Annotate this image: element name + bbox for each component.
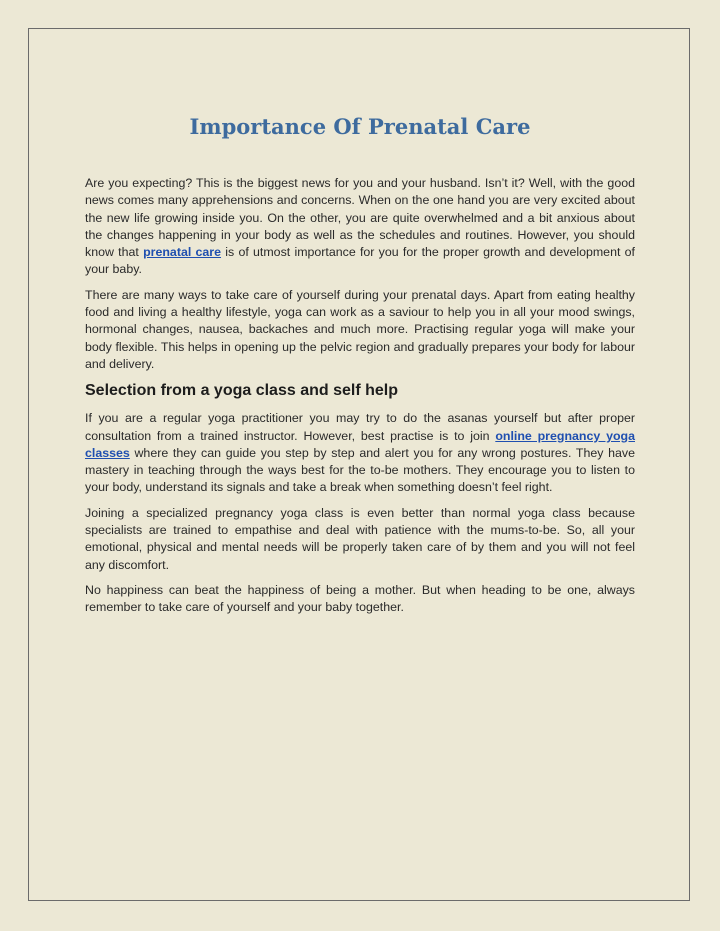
document-title: Importance Of Prenatal Care [189,114,531,139]
paragraph-intro-text-end: is of utmost importance for you for the proper growth and development of your baby. [85,245,635,277]
prenatal-care-link[interactable]: prenatal care [143,245,222,260]
paragraph-intro [85,175,635,279]
online-yoga-classes-link[interactable]: online pregnancy yoga classes [85,428,635,460]
document-body [85,175,635,625]
paragraph-specialized-class: Joining a specialized pregnancy yoga class is even better than normal yoga class because specialists are trained to empathise and deal with patience with the mums-to-be. So, all your emotional, physical and mental needs will be properly taken care of by them and you will not feel any discomfort. [85,505,635,572]
section-heading: Selection from a yoga class and self help [85,382,398,400]
paragraph-intro-text: Are you expecting? This is the biggest news for you and your husband. Isn’t it? Well, with the good news comes many apprehensions and concerns. When on the one hand you are very excited about the new life growing inside you. On the other, you are quite overwhelmed and a bit anxious about the changes happening in your body as well as the schedules and routines. However, you should know that [85,176,635,260]
paragraph-self-help-text: If you are a regular yoga practitioner you may try to do the asanas yourself but after proper consultation from a trained instructor. However, best practise is to join [85,411,635,443]
paragraph-self-help-text-end: where they can guide you step by step and alert you for any wrong postures. They have mastery in teaching through the ways best for the to-be mothers. They encourage you to listen to your body, understand its signals and take a break when something doesn’t feel right. [85,445,635,495]
paragraph-yoga-benefits: There are many ways to take care of yourself during your prenatal days. Apart from eating healthy food and living a healthy lifestyle, yoga can work as a saviour to help you in all your mood swings, hormonal changes, nausea, backaches and much more. Practising regular yoga will make your body flexible. This helps in opening up the pelvic region and gradually prepares your body for labour and delivery. [85,287,635,371]
paragraph-conclusion: No happiness can beat the happiness of being a mother. But when heading to be one, always remember to take care of yourself and your baby together. [85,582,635,615]
paragraph-self-help [85,410,635,496]
